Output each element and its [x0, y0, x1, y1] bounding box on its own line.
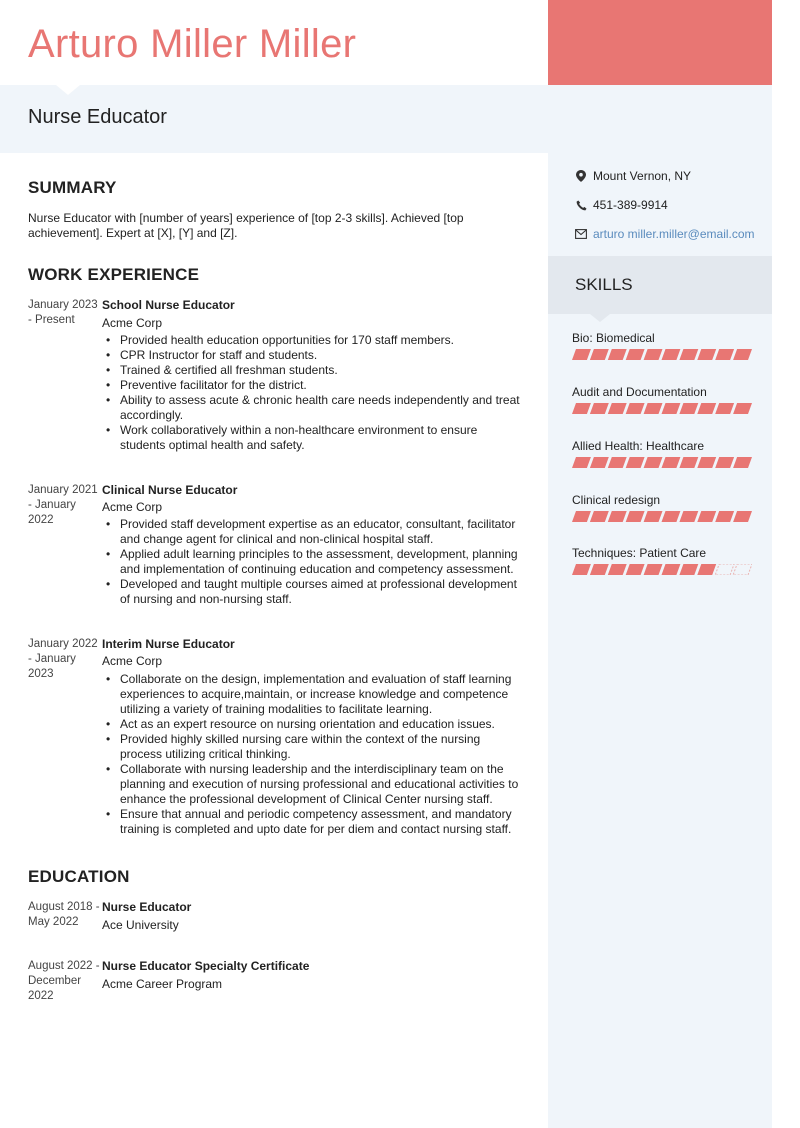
skill-segment-filled	[626, 564, 645, 575]
candidate-name: Arturo Miller Miller	[28, 22, 357, 66]
skill-segment-filled	[608, 564, 627, 575]
skill-segment-filled	[644, 511, 663, 522]
skill-segment-filled	[572, 403, 591, 414]
skill-segment-filled	[715, 403, 734, 414]
education-school: Acme Career Program	[102, 977, 223, 991]
skill-segment-filled	[679, 511, 698, 522]
education-date: August 2018 - May 2022	[28, 901, 100, 928]
skill-segment-filled	[679, 564, 698, 575]
skill-segment-filled	[572, 511, 591, 522]
list-item: • Provided health education opportunities for 170 staff members.	[102, 333, 522, 348]
envelope-icon	[575, 228, 587, 240]
job-company: Acme Corp	[102, 500, 163, 514]
contact-email[interactable]	[575, 227, 755, 241]
skill-label: Clinical redesign	[572, 493, 661, 507]
phone-text: 451-389-9914	[593, 198, 668, 212]
education-school: Ace University	[102, 918, 179, 932]
skill-segment-filled	[590, 564, 609, 575]
education-degree: Nurse Educator	[102, 900, 192, 914]
skill-label: Techniques: Patient Care	[572, 546, 707, 560]
email-link[interactable]: arturo miller.miller@email.com	[593, 227, 755, 241]
page-margin	[772, 0, 800, 1128]
job-bullets	[102, 333, 522, 453]
skill-segment-filled	[733, 349, 752, 360]
list-item: • Trained & certified all freshman students.	[102, 363, 522, 378]
skill-label: Audit and Documentation	[572, 385, 707, 399]
skill-segment-filled	[679, 349, 698, 360]
skills-notch	[590, 314, 610, 322]
list-item: • Collaborate on the design, implementation and evaluation of staff learning experiences to acquire,maintain, or increase knowledge and competence utilizing a variety of training modalities to facilitate learning.	[102, 672, 522, 717]
phone-icon	[575, 199, 587, 211]
skill-segment-filled	[697, 403, 716, 414]
list-item: • Provided staff development expertise as an educator, consultant, facilitator and change agent for clinical and non-clinical hospital staff.	[102, 517, 522, 547]
list-item: • Act as an expert resource on nursing orientation and education issues.	[102, 717, 522, 732]
skill-segment-filled	[626, 403, 645, 414]
skill-segment-filled	[644, 349, 663, 360]
list-item: • Preventive facilitator for the district.	[102, 378, 522, 393]
job-role: Interim Nurse Educator	[102, 637, 235, 651]
job-company: Acme Corp	[102, 654, 163, 668]
header-accent-block	[548, 0, 772, 85]
skill-segment-filled	[662, 457, 681, 468]
skill-level-bar	[572, 564, 752, 575]
skill-level-bar	[572, 511, 752, 522]
location-pin-icon	[575, 170, 587, 182]
skill-segment-filled	[733, 511, 752, 522]
skill-label: Allied Health: Healthcare	[572, 439, 705, 453]
list-item: • Collaborate with nursing leadership and the interdisciplinary team on the planning and execution of nursing professional and educational activities to enhance the professional development of Clinical Center nursing staff.	[102, 762, 522, 807]
job-company: Acme Corp	[102, 316, 163, 330]
list-item: • Applied adult learning principles to the assessment, development, planning and implementation of continuing education and competency assessment.	[102, 547, 522, 577]
skill-segment-filled	[733, 457, 752, 468]
skill-segment-filled	[644, 564, 663, 575]
list-item: • Ensure that annual and periodic competency assessment, and mandatory training is completed and upto date for per diem and contact nursing staff.	[102, 807, 522, 837]
skill-segment-filled	[697, 349, 716, 360]
skill-segment-filled	[662, 564, 681, 575]
job-bullets	[102, 517, 522, 607]
skill-segment-filled	[662, 349, 681, 360]
skill-segment-filled	[590, 403, 609, 414]
skill-segment-filled	[590, 457, 609, 468]
education-heading: EDUCATION	[28, 867, 130, 886]
list-item: • Developed and taught multiple courses aimed at professional development of nursing and non-nursing staff.	[102, 577, 522, 607]
skill-segment-filled	[590, 349, 609, 360]
work-experience-heading: WORK EXPERIENCE	[28, 265, 200, 284]
summary-heading: SUMMARY	[28, 178, 117, 197]
list-item: • Provided highly skilled nursing care within the context of the nursing process utilizing critical thinking.	[102, 732, 522, 762]
job-bullets	[102, 672, 522, 837]
education-degree: Nurse Educator Specialty Certificate	[102, 959, 310, 973]
skill-segment-filled	[626, 511, 645, 522]
skill-segment-filled	[715, 349, 734, 360]
skill-level-bar	[572, 457, 752, 468]
skill-segment-filled	[697, 457, 716, 468]
skill-segment-filled	[679, 457, 698, 468]
skill-segment-filled	[608, 511, 627, 522]
skill-segment-filled	[662, 403, 681, 414]
contact-location	[575, 169, 691, 183]
job-role: School Nurse Educator	[102, 298, 235, 312]
skill-segment-filled	[644, 457, 663, 468]
skill-segment-filled	[715, 511, 734, 522]
skill-segment-filled	[608, 457, 627, 468]
skill-segment-empty	[715, 564, 734, 575]
skill-segment-empty	[733, 564, 752, 575]
skill-segment-filled	[644, 403, 663, 414]
skill-segment-filled	[679, 403, 698, 414]
skill-segment-filled	[697, 511, 716, 522]
skill-label: Bio: Biomedical	[572, 331, 655, 345]
job-title: Nurse Educator	[28, 106, 167, 128]
header-notch	[56, 85, 80, 95]
skill-segment-filled	[662, 511, 681, 522]
job-date: January 2021 - January 2022	[28, 484, 98, 526]
skill-segment-filled	[572, 349, 591, 360]
skill-segment-filled	[590, 511, 609, 522]
skill-segment-filled	[697, 564, 716, 575]
skill-segment-filled	[626, 349, 645, 360]
skill-level-bar	[572, 349, 752, 360]
job-date: January 2023 - Present	[28, 299, 98, 326]
list-item: • CPR Instructor for staff and students.	[102, 348, 522, 363]
skill-segment-filled	[572, 457, 591, 468]
skill-level-bar	[572, 403, 752, 414]
skill-segment-filled	[608, 349, 627, 360]
location-text: Mount Vernon, NY	[593, 169, 692, 183]
skill-segment-filled	[626, 457, 645, 468]
skill-segment-filled	[572, 564, 591, 575]
education-date: August 2022 - December 2022	[28, 960, 100, 1002]
job-role: Clinical Nurse Educator	[102, 483, 238, 497]
list-item: • Ability to assess acute & chronic health care needs independently and treat accordingly.	[102, 393, 522, 423]
contact-phone	[575, 198, 668, 212]
skills-heading: SKILLS	[575, 275, 633, 294]
summary-text: Nurse Educator with [number of years] experience of [top 2-3 skills]. Achieved [top achievement]. Expert at [X], [Y] and [Z].	[28, 211, 464, 240]
skill-segment-filled	[608, 403, 627, 414]
skill-segment-filled	[733, 403, 752, 414]
skill-segment-filled	[715, 457, 734, 468]
list-item: • Work collaboratively within a non-healthcare environment to ensure students optimal health and safety.	[102, 423, 522, 453]
job-date: January 2022 - January 2023	[28, 638, 98, 680]
